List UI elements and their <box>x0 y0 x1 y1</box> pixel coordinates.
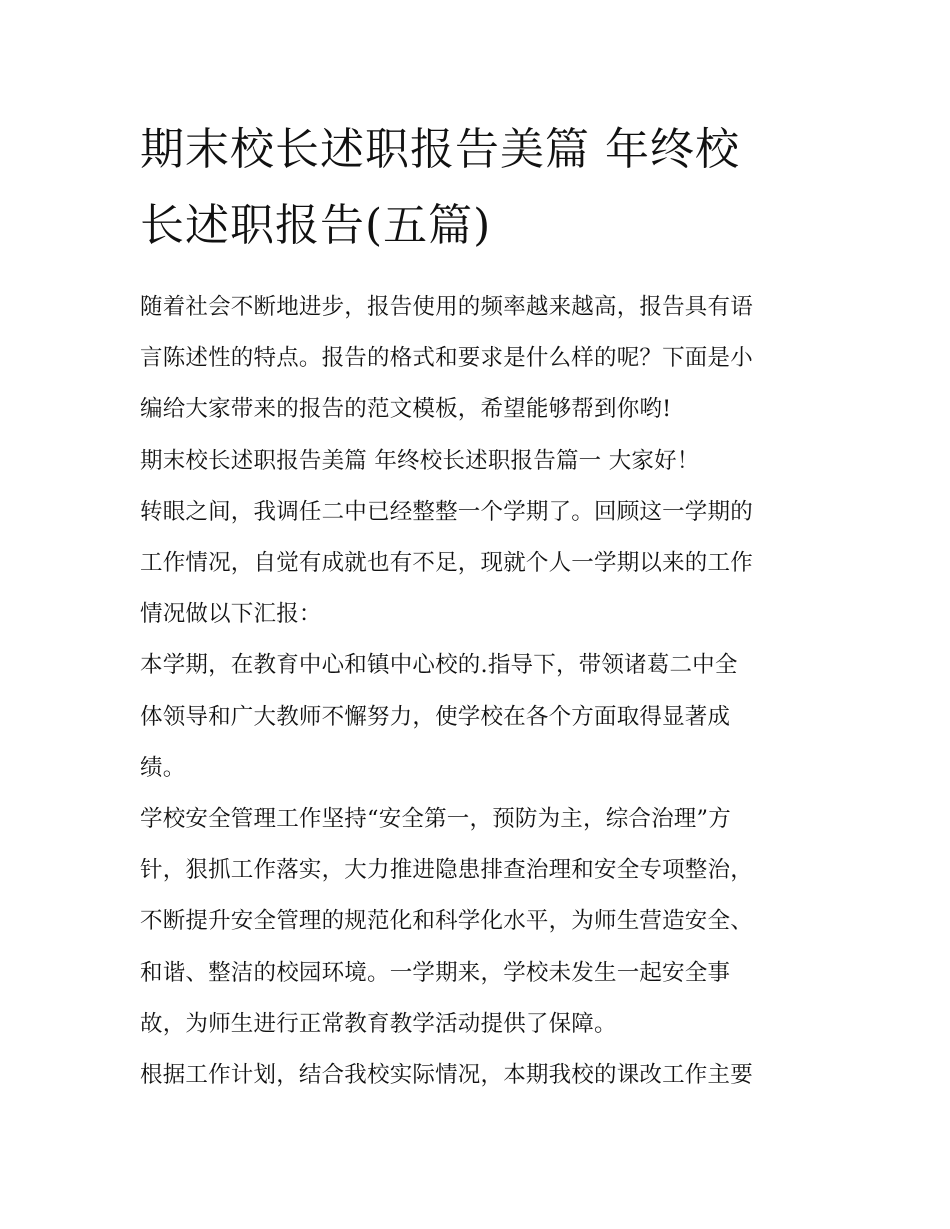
intro-paragraph <box>140 282 830 436</box>
text-line: 体领导和广大教师不懈努力，使学校在各个方面取得显著成 <box>140 703 731 730</box>
document-title <box>140 112 820 264</box>
title-line: 期末校长述职报告美篇 年终校 <box>140 124 740 175</box>
section-heading-paragraph <box>140 436 830 487</box>
text-line: 随着社会不断地进步，报告使用的频率越来越高，报告具有语 <box>140 294 753 320</box>
text-line: 编给大家带来的报告的范文模板，希望能够帮到你哟! <box>140 396 672 423</box>
text-line: 绩。 <box>140 754 186 781</box>
text-line: 故，为师生进行正常教育教学活动提供了保障。 <box>140 1010 617 1037</box>
text-line: 学校安全管理工作坚持“安全第一，预防为主，综合治理”方 <box>140 806 731 833</box>
text-line: 转眼之间，我调任二中已经整整一个学期了。回顾这一学期的 <box>140 498 753 525</box>
text-line: 期末校长述职报告美篇 年终校长述职报告篇一 大家好！ <box>140 447 700 474</box>
document-body <box>140 282 830 1101</box>
text-line: 本学期，在教育中心和镇中心校的.指导下，带领诸葛二中全 <box>140 652 738 679</box>
text-line: 不断提升安全管理的规范化和科学化水平，为师生营造安全、 <box>140 908 753 935</box>
text-line: 工作情况，自觉有成就也有不足，现就个人一学期以来的工作 <box>140 550 753 577</box>
text-line: 情况做以下汇报： <box>140 601 322 628</box>
overview-paragraph <box>140 487 830 641</box>
safety-paragraph <box>140 794 830 1050</box>
text-line: 根据工作计划，结合我校实际情况，本期我校的课改工作主要 <box>140 1062 753 1089</box>
text-line: 针，狠抓工作落实，大力推进隐患排查治理和安全专项整治， <box>140 857 753 884</box>
title-line: 长述职报告(五篇) <box>140 200 492 251</box>
text-line: 言陈述性的特点。报告的格式和要求是什么样的呢？下面是小 <box>140 345 753 372</box>
curriculum-reform-paragraph <box>140 1050 830 1101</box>
text-line: 和谐、整洁的校园环境。一学期来，学校未发生一起安全事 <box>140 959 731 986</box>
achievement-paragraph <box>140 640 830 794</box>
